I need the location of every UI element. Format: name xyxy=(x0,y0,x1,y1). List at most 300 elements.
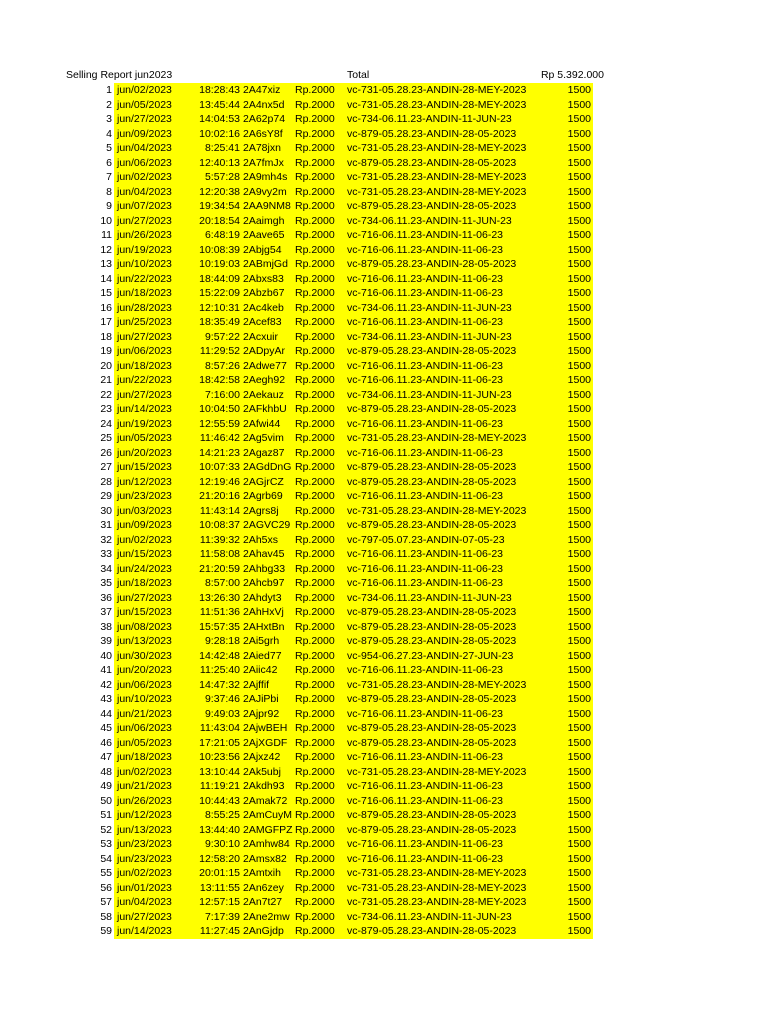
price: Rp.2000 xyxy=(295,475,335,488)
report-table xyxy=(0,83,768,939)
amount: 1500 xyxy=(567,780,591,792)
row-number: 29 xyxy=(100,490,112,502)
row-number: 45 xyxy=(100,722,112,734)
price: Rp.2000 xyxy=(295,635,335,647)
sale-time: 9:28:18 xyxy=(204,635,240,647)
sale-date: jun/15/2023 xyxy=(117,461,172,473)
sale-time: 5:57:28 xyxy=(204,171,240,183)
price: Rp.2000 xyxy=(295,620,335,633)
amount: 1500 xyxy=(567,533,591,546)
sale-time: 11:43:04 xyxy=(199,722,240,734)
voucher-profile: vc-716-06.11.23-ANDIN-11-06-23 xyxy=(347,852,504,865)
amount: 1500 xyxy=(567,548,591,560)
sale-time: 9:30:10 xyxy=(204,838,240,850)
table-row xyxy=(0,286,768,301)
voucher-profile: vc-879-05.28.23-ANDIN-28-05-2023 xyxy=(347,722,517,734)
row-number: 44 xyxy=(100,707,112,720)
table-row xyxy=(0,170,768,185)
sale-date: jun/18/2023 xyxy=(117,287,172,299)
voucher-code: 2Agrb69 xyxy=(243,490,283,502)
row-number: 52 xyxy=(100,823,112,836)
sale-time: 8:57:00 xyxy=(204,577,240,589)
sale-date: jun/06/2023 xyxy=(117,345,172,357)
table-row xyxy=(0,402,768,417)
row-number: 31 xyxy=(100,519,112,531)
amount: 1500 xyxy=(567,171,591,183)
table-row xyxy=(0,243,768,258)
row-number: 18 xyxy=(100,330,112,343)
voucher-profile: vc-731-05.28.23-ANDIN-28-MEY-2023 xyxy=(347,678,527,691)
sale-time: 15:57:35 xyxy=(199,620,240,633)
amount: 1500 xyxy=(567,446,591,459)
amount: 1500 xyxy=(567,881,591,894)
table-row xyxy=(0,489,768,504)
row-number: 36 xyxy=(100,591,112,604)
price: Rp.2000 xyxy=(295,809,335,821)
price: Rp.2000 xyxy=(295,142,335,154)
row-number: 23 xyxy=(100,403,112,415)
voucher-code: 2Ahdyt3 xyxy=(243,591,282,604)
voucher-profile: vc-879-05.28.23-ANDIN-28-05-2023 xyxy=(347,200,517,212)
price: Rp.2000 xyxy=(295,461,335,473)
table-row xyxy=(0,475,768,490)
price: Rp.2000 xyxy=(295,98,335,111)
sale-date: jun/08/2023 xyxy=(117,620,172,633)
price: Rp.2000 xyxy=(295,388,335,401)
price: Rp.2000 xyxy=(295,330,335,343)
voucher-profile: vc-716-06.11.23-ANDIN-11-06-23 xyxy=(347,316,504,328)
row-number: 7 xyxy=(106,171,112,183)
table-row xyxy=(0,736,768,751)
sale-time: 20:01:15 xyxy=(199,867,240,879)
report-title: Selling Report jun2023 xyxy=(66,69,173,81)
row-number: 8 xyxy=(106,185,112,198)
table-row xyxy=(0,359,768,374)
voucher-profile: vc-716-06.11.23-ANDIN-11-06-23 xyxy=(347,548,504,560)
price: Rp.2000 xyxy=(295,852,335,865)
voucher-profile: vc-879-05.28.23-ANDIN-28-05-2023 xyxy=(347,736,517,749)
amount: 1500 xyxy=(567,620,591,633)
voucher-code: 2Aiic42 xyxy=(243,664,278,676)
amount: 1500 xyxy=(567,794,591,807)
voucher-code: 2Akdh93 xyxy=(243,780,285,792)
amount: 1500 xyxy=(567,229,591,241)
row-number: 3 xyxy=(106,113,112,125)
row-number: 21 xyxy=(100,374,112,386)
row-number: 11 xyxy=(101,229,112,241)
row-number: 4 xyxy=(106,127,112,140)
table-row xyxy=(0,634,768,649)
table-row xyxy=(0,518,768,533)
amount: 1500 xyxy=(567,432,591,444)
row-number: 42 xyxy=(100,678,112,691)
sale-date: jun/23/2023 xyxy=(117,838,172,850)
amount: 1500 xyxy=(567,867,591,879)
row-number: 24 xyxy=(100,417,112,430)
voucher-code: 2AmCuyM xyxy=(243,809,293,821)
voucher-profile: vc-879-05.28.23-ANDIN-28-05-2023 xyxy=(347,925,517,937)
voucher-profile: vc-731-05.28.23-ANDIN-28-MEY-2023 xyxy=(347,504,527,517)
sale-date: jun/10/2023 xyxy=(117,693,172,705)
voucher-code: 2Abjg54 xyxy=(243,243,282,256)
voucher-profile: vc-716-06.11.23-ANDIN-11-06-23 xyxy=(347,272,504,285)
sale-time: 14:21:23 xyxy=(199,446,240,459)
amount: 1500 xyxy=(567,925,591,937)
sale-date: jun/06/2023 xyxy=(117,678,172,691)
sale-date: jun/10/2023 xyxy=(117,258,172,270)
table-row xyxy=(0,620,768,635)
voucher-code: 2Amsx82 xyxy=(243,852,287,865)
table-row xyxy=(0,127,768,142)
sale-time: 10:07:33 xyxy=(199,461,240,473)
sale-time: 11:27:45 xyxy=(199,925,240,937)
voucher-code: 2A62p74 xyxy=(243,113,286,125)
price: Rp.2000 xyxy=(295,881,335,894)
row-number: 35 xyxy=(100,577,112,589)
row-number: 51 xyxy=(100,809,112,821)
table-row xyxy=(0,388,768,403)
table-row xyxy=(0,504,768,519)
voucher-code: 2Ajffif xyxy=(243,678,270,691)
price: Rp.2000 xyxy=(295,272,335,285)
table-row xyxy=(0,663,768,678)
amount: 1500 xyxy=(567,693,591,705)
price: Rp.2000 xyxy=(295,867,335,879)
price: Rp.2000 xyxy=(295,751,335,763)
sale-time: 8:25:41 xyxy=(204,142,240,154)
table-row xyxy=(0,924,768,939)
amount: 1500 xyxy=(567,591,591,604)
table-row xyxy=(0,547,768,562)
sale-date: jun/09/2023 xyxy=(117,127,172,140)
row-number: 2 xyxy=(106,98,112,111)
row-number: 33 xyxy=(100,548,112,560)
voucher-profile: vc-879-05.28.23-ANDIN-28-05-2023 xyxy=(347,475,517,488)
voucher-profile: vc-731-05.28.23-ANDIN-28-MEY-2023 xyxy=(347,142,527,154)
row-number: 56 xyxy=(100,881,112,894)
table-row xyxy=(0,272,768,287)
voucher-code: 2Afwi44 xyxy=(243,417,281,430)
voucher-profile: vc-716-06.11.23-ANDIN-11-06-23 xyxy=(347,243,504,256)
row-number: 25 xyxy=(100,432,112,444)
table-row xyxy=(0,779,768,794)
voucher-profile: vc-734-06.11.23-ANDIN-11-JUN-23 xyxy=(347,330,512,343)
table-row xyxy=(0,895,768,910)
sale-time: 9:37:46 xyxy=(204,693,240,705)
table-row xyxy=(0,112,768,127)
voucher-profile: vc-879-05.28.23-ANDIN-28-05-2023 xyxy=(347,620,517,633)
sale-time: 11:58:08 xyxy=(199,548,240,560)
sale-time: 12:40:13 xyxy=(199,156,240,169)
amount: 1500 xyxy=(567,504,591,517)
row-number: 38 xyxy=(100,620,112,633)
table-row xyxy=(0,866,768,881)
row-number: 15 xyxy=(100,287,112,299)
voucher-code: 2A9vy2m xyxy=(243,185,287,198)
row-number: 30 xyxy=(100,504,112,517)
table-row xyxy=(0,649,768,664)
table-row xyxy=(0,446,768,461)
sale-time: 7:16:00 xyxy=(204,388,240,401)
voucher-profile: vc-731-05.28.23-ANDIN-28-MEY-2023 xyxy=(347,84,527,96)
voucher-profile: vc-879-05.28.23-ANDIN-28-05-2023 xyxy=(347,693,517,705)
voucher-profile: vc-879-05.28.23-ANDIN-28-05-2023 xyxy=(347,809,517,821)
price: Rp.2000 xyxy=(295,780,335,792)
table-row xyxy=(0,576,768,591)
price: Rp.2000 xyxy=(295,84,335,96)
sale-time: 11:25:40 xyxy=(199,664,240,676)
amount: 1500 xyxy=(567,84,591,96)
row-number: 53 xyxy=(100,838,112,850)
table-row xyxy=(0,141,768,156)
amount: 1500 xyxy=(567,910,591,923)
row-number: 59 xyxy=(100,925,112,937)
voucher-code: 2A4nx5d xyxy=(243,98,285,111)
sale-date: jun/12/2023 xyxy=(117,809,172,821)
sale-date: jun/20/2023 xyxy=(117,664,172,676)
row-number: 20 xyxy=(100,359,112,372)
row-number: 13 xyxy=(100,258,112,270)
amount: 1500 xyxy=(567,751,591,763)
sale-date: jun/23/2023 xyxy=(117,490,172,502)
sale-date: jun/04/2023 xyxy=(117,142,172,154)
sale-time: 18:35:49 xyxy=(199,316,240,328)
voucher-code: 2Aaimgh xyxy=(243,214,285,227)
voucher-code: 2Agrs8j xyxy=(243,504,279,517)
sale-date: jun/05/2023 xyxy=(117,98,172,111)
voucher-code: 2Abxs83 xyxy=(243,272,284,285)
sale-date: jun/06/2023 xyxy=(117,722,172,734)
price: Rp.2000 xyxy=(295,417,335,430)
voucher-profile: vc-879-05.28.23-ANDIN-28-05-2023 xyxy=(347,345,517,357)
voucher-code: 2Aekauz xyxy=(243,388,284,401)
amount: 1500 xyxy=(567,577,591,589)
sale-date: jun/02/2023 xyxy=(117,84,172,96)
sale-date: jun/25/2023 xyxy=(117,316,172,328)
sale-date: jun/21/2023 xyxy=(117,780,172,792)
voucher-code: 2Adwe77 xyxy=(243,359,287,372)
price: Rp.2000 xyxy=(295,548,335,560)
amount: 1500 xyxy=(567,722,591,734)
price: Rp.2000 xyxy=(295,403,335,415)
voucher-code: 2Amhw84 xyxy=(243,838,290,850)
price: Rp.2000 xyxy=(295,287,335,299)
voucher-profile: vc-716-06.11.23-ANDIN-11-06-23 xyxy=(347,794,504,807)
sale-date: jun/01/2023 xyxy=(117,881,172,894)
price: Rp.2000 xyxy=(295,664,335,676)
row-number: 5 xyxy=(106,142,112,154)
voucher-code: 2AJiPbi xyxy=(243,693,279,705)
amount: 1500 xyxy=(567,243,591,256)
row-number: 32 xyxy=(100,533,112,546)
voucher-profile: vc-731-05.28.23-ANDIN-28-MEY-2023 xyxy=(347,765,527,778)
total-value: Rp 5.392.000 xyxy=(540,69,604,81)
amount: 1500 xyxy=(567,258,591,270)
sale-date: jun/07/2023 xyxy=(117,200,172,212)
amount: 1500 xyxy=(567,200,591,212)
sale-time: 11:19:21 xyxy=(199,780,240,792)
voucher-code: 2Ajxz42 xyxy=(243,751,281,763)
table-row xyxy=(0,910,768,925)
table-row xyxy=(0,837,768,852)
sale-date: jun/05/2023 xyxy=(117,432,172,444)
voucher-profile: vc-879-05.28.23-ANDIN-28-05-2023 xyxy=(347,519,517,531)
price: Rp.2000 xyxy=(295,577,335,589)
amount: 1500 xyxy=(567,765,591,778)
sale-time: 12:10:31 xyxy=(199,301,240,314)
amount: 1500 xyxy=(567,113,591,125)
row-number: 57 xyxy=(100,896,112,908)
sale-time: 18:44:09 xyxy=(199,272,240,285)
price: Rp.2000 xyxy=(295,214,335,227)
row-number: 40 xyxy=(100,649,112,662)
sale-date: jun/18/2023 xyxy=(117,359,172,372)
table-row xyxy=(0,199,768,214)
amount: 1500 xyxy=(567,707,591,720)
amount: 1500 xyxy=(567,301,591,314)
voucher-code: 2A78jxn xyxy=(243,142,281,154)
row-number: 28 xyxy=(100,475,112,488)
table-row xyxy=(0,692,768,707)
amount: 1500 xyxy=(567,417,591,430)
voucher-profile: vc-716-06.11.23-ANDIN-11-06-23 xyxy=(347,664,504,676)
voucher-code: 2Amtxih xyxy=(243,867,281,879)
price: Rp.2000 xyxy=(295,838,335,850)
table-row xyxy=(0,214,768,229)
sale-time: 12:57:15 xyxy=(199,896,240,908)
sale-time: 14:42:48 xyxy=(199,649,240,662)
amount: 1500 xyxy=(567,635,591,647)
table-row xyxy=(0,605,768,620)
table-row xyxy=(0,98,768,113)
voucher-profile: vc-716-06.11.23-ANDIN-11-06-23 xyxy=(347,359,504,372)
sale-time: 12:58:20 xyxy=(199,852,240,865)
voucher-profile: vc-716-06.11.23-ANDIN-11-06-23 xyxy=(347,417,504,430)
sale-time: 6:48:19 xyxy=(204,229,240,241)
price: Rp.2000 xyxy=(295,185,335,198)
sale-date: jun/02/2023 xyxy=(117,171,172,183)
sale-time: 21:20:16 xyxy=(199,490,240,502)
amount: 1500 xyxy=(567,359,591,372)
sale-date: jun/19/2023 xyxy=(117,417,172,430)
voucher-code: 2An7t27 xyxy=(243,896,283,908)
voucher-code: 2Ajpr92 xyxy=(243,707,280,720)
voucher-profile: vc-716-06.11.23-ANDIN-11-06-23 xyxy=(347,562,504,575)
price: Rp.2000 xyxy=(295,345,335,357)
sale-date: jun/09/2023 xyxy=(117,519,172,531)
sale-time: 12:20:38 xyxy=(199,185,240,198)
voucher-code: 2Ahav45 xyxy=(243,548,285,560)
voucher-code: 2AA9NM8 xyxy=(243,200,291,212)
sale-time: 14:04:53 xyxy=(199,113,240,125)
amount: 1500 xyxy=(567,649,591,662)
voucher-code: 2AjXGDF xyxy=(243,736,288,749)
sale-time: 11:46:42 xyxy=(199,432,240,444)
voucher-code: 2AhHxVj xyxy=(243,606,284,618)
sale-time: 13:26:30 xyxy=(199,591,240,604)
amount: 1500 xyxy=(567,272,591,285)
price: Rp.2000 xyxy=(295,722,335,734)
amount: 1500 xyxy=(567,678,591,691)
row-number: 26 xyxy=(100,446,112,459)
voucher-code: 2A47xiz xyxy=(243,84,281,96)
price: Rp.2000 xyxy=(295,925,335,937)
table-row xyxy=(0,591,768,606)
voucher-code: 2AFkhbU xyxy=(243,403,287,415)
table-row xyxy=(0,460,768,475)
sale-time: 21:20:59 xyxy=(199,562,240,575)
sale-time: 7:17:39 xyxy=(204,910,240,923)
table-row xyxy=(0,533,768,548)
voucher-code: 2AjwBEH xyxy=(243,722,288,734)
table-row xyxy=(0,765,768,780)
amount: 1500 xyxy=(567,127,591,140)
table-row xyxy=(0,707,768,722)
amount: 1500 xyxy=(567,809,591,821)
voucher-code: 2AnGjdp xyxy=(243,925,284,937)
table-row xyxy=(0,185,768,200)
row-number: 19 xyxy=(100,345,112,357)
sale-time: 9:49:03 xyxy=(204,707,240,720)
row-number: 34 xyxy=(100,562,112,575)
price: Rp.2000 xyxy=(295,316,335,328)
amount: 1500 xyxy=(567,316,591,328)
price: Rp.2000 xyxy=(295,229,335,241)
voucher-code: 2Abzb67 xyxy=(243,287,285,299)
price: Rp.2000 xyxy=(295,693,335,705)
voucher-code: 2AGdDnG xyxy=(243,461,292,473)
voucher-code: 2Ai5grh xyxy=(243,635,280,647)
sale-time: 10:23:56 xyxy=(199,751,240,763)
voucher-code: 2AGjrCZ xyxy=(243,475,284,488)
row-number: 9 xyxy=(106,200,112,212)
table-row xyxy=(0,678,768,693)
price: Rp.2000 xyxy=(295,446,335,459)
voucher-profile: vc-731-05.28.23-ANDIN-28-MEY-2023 xyxy=(347,881,527,894)
price: Rp.2000 xyxy=(295,258,335,270)
price: Rp.2000 xyxy=(295,562,335,575)
voucher-profile: vc-879-05.28.23-ANDIN-28-05-2023 xyxy=(347,258,517,270)
row-number: 41 xyxy=(100,664,112,676)
amount: 1500 xyxy=(567,606,591,618)
table-row xyxy=(0,301,768,316)
sale-time: 13:45:44 xyxy=(199,98,240,111)
voucher-profile: vc-716-06.11.23-ANDIN-11-06-23 xyxy=(347,577,504,589)
sale-time: 11:29:52 xyxy=(199,345,240,357)
table-row xyxy=(0,881,768,896)
table-row xyxy=(0,721,768,736)
price: Rp.2000 xyxy=(295,301,335,314)
total-label: Total xyxy=(347,69,370,81)
voucher-profile: vc-716-06.11.23-ANDIN-11-06-23 xyxy=(347,707,504,720)
sale-date: jun/02/2023 xyxy=(117,533,172,546)
sale-date: jun/03/2023 xyxy=(117,504,172,517)
voucher-code: 2Ahcb97 xyxy=(243,577,285,589)
voucher-code: 2ABmjGd xyxy=(243,258,288,270)
sale-time: 13:10:44 xyxy=(199,765,240,778)
sale-date: jun/27/2023 xyxy=(117,591,172,604)
sale-time: 10:08:37 xyxy=(199,519,240,531)
amount: 1500 xyxy=(567,388,591,401)
voucher-profile: vc-716-06.11.23-ANDIN-11-06-23 xyxy=(347,490,504,502)
sale-date: jun/19/2023 xyxy=(117,243,172,256)
voucher-code: 2Ak5ubj xyxy=(243,765,281,778)
voucher-code: 2Ahbg33 xyxy=(243,562,286,575)
voucher-profile: vc-734-06.11.23-ANDIN-11-JUN-23 xyxy=(347,301,512,314)
amount: 1500 xyxy=(567,664,591,676)
voucher-profile: vc-731-05.28.23-ANDIN-28-MEY-2023 xyxy=(347,185,527,198)
sale-date: jun/27/2023 xyxy=(117,330,172,343)
